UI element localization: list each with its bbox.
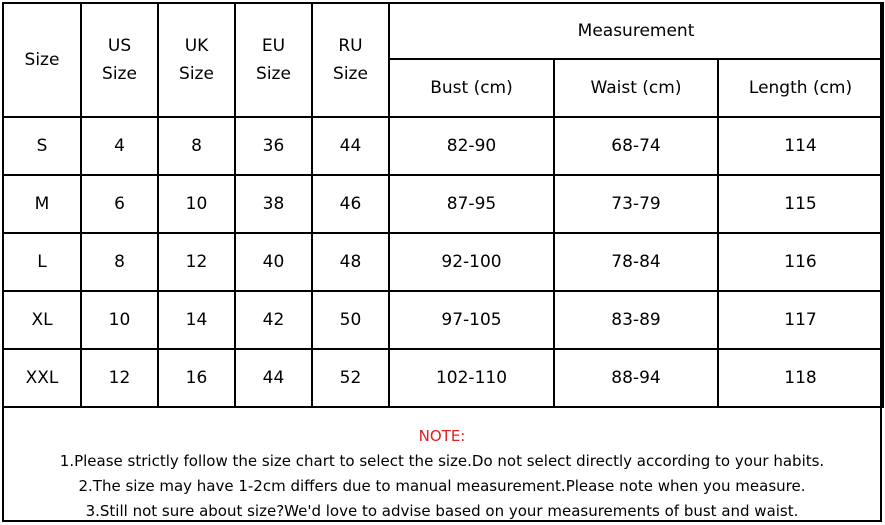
cell-length: 114 <box>718 117 883 175</box>
table-row <box>3 349 883 407</box>
header-size: Size <box>3 3 81 117</box>
cell-waist: 88-94 <box>554 349 718 407</box>
table-row <box>3 291 883 349</box>
cell-uk: 8 <box>158 117 235 175</box>
cell-size: XL <box>3 291 81 349</box>
cell-ru: 48 <box>312 233 389 291</box>
cell-waist: 78-84 <box>554 233 718 291</box>
cell-bust: 92-100 <box>389 233 554 291</box>
size-table <box>2 2 884 408</box>
cell-bust: 97-105 <box>389 291 554 349</box>
cell-uk: 10 <box>158 175 235 233</box>
cell-bust: 87-95 <box>389 175 554 233</box>
cell-length: 118 <box>718 349 883 407</box>
cell-eu: 44 <box>235 349 312 407</box>
cell-size: L <box>3 233 81 291</box>
cell-uk: 12 <box>158 233 235 291</box>
header-us-size: US Size <box>81 3 158 117</box>
cell-eu: 40 <box>235 233 312 291</box>
table-row <box>3 117 883 175</box>
table-row <box>3 233 883 291</box>
cell-length: 116 <box>718 233 883 291</box>
cell-ru: 46 <box>312 175 389 233</box>
header-measurement: Measurement <box>389 3 883 59</box>
cell-us: 8 <box>81 233 158 291</box>
size-chart <box>2 2 882 522</box>
cell-uk: 16 <box>158 349 235 407</box>
cell-us: 4 <box>81 117 158 175</box>
cell-waist: 73-79 <box>554 175 718 233</box>
table-row <box>3 175 883 233</box>
cell-us: 6 <box>81 175 158 233</box>
cell-bust: 82-90 <box>389 117 554 175</box>
cell-us: 10 <box>81 291 158 349</box>
header-row <box>3 3 883 59</box>
table-body <box>3 117 883 407</box>
cell-waist: 83-89 <box>554 291 718 349</box>
note-title: NOTE: <box>418 427 466 445</box>
cell-uk: 14 <box>158 291 235 349</box>
cell-eu: 38 <box>235 175 312 233</box>
header-eu-size: EU Size <box>235 3 312 117</box>
cell-ru: 52 <box>312 349 389 407</box>
note-line-3: 3.Still not sure about size?We'd love to advise based on your measurements of bust and waist. <box>85 502 799 520</box>
header-waist: Waist (cm) <box>554 59 718 117</box>
header-length: Length (cm) <box>718 59 883 117</box>
cell-us: 12 <box>81 349 158 407</box>
cell-size: S <box>3 117 81 175</box>
header-uk-size: UK Size <box>158 3 235 117</box>
cell-length: 117 <box>718 291 883 349</box>
cell-eu: 36 <box>235 117 312 175</box>
cell-size: XXL <box>3 349 81 407</box>
cell-ru: 50 <box>312 291 389 349</box>
header-ru-size: RU Size <box>312 3 389 117</box>
cell-waist: 68-74 <box>554 117 718 175</box>
cell-size: M <box>3 175 81 233</box>
header-bust: Bust (cm) <box>389 59 554 117</box>
cell-bust: 102-110 <box>389 349 554 407</box>
notes-section <box>4 424 880 524</box>
cell-ru: 44 <box>312 117 389 175</box>
cell-length: 115 <box>718 175 883 233</box>
note-line-2: 2.The size may have 1-2cm differs due to manual measurement.Please note when you measure. <box>78 477 806 495</box>
note-line-1: 1.Please strictly follow the size chart to select the size.Do not select directly according to your habits. <box>59 452 825 470</box>
cell-eu: 42 <box>235 291 312 349</box>
